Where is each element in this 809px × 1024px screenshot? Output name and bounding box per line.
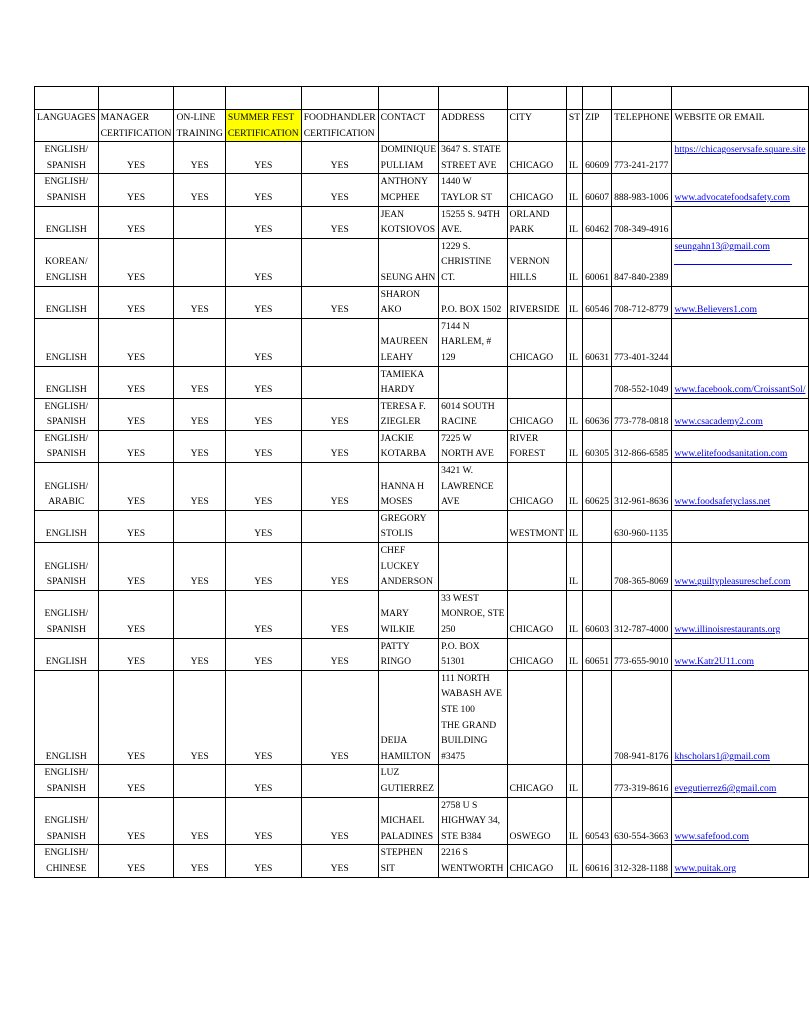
cell-manager-certification: YES [98, 845, 174, 877]
cell-city: WESTMONT [507, 510, 566, 542]
cell-summer-fest-certification: YES [225, 670, 301, 765]
cell-telephone: 708-941-8176 [612, 670, 672, 765]
cell-foodhandler-certification: YES [301, 463, 378, 511]
cell-telephone: 773-401-3244 [612, 318, 672, 366]
cell-address: 7225 W NORTH AVE [439, 430, 507, 462]
cell-contact: LUZ GUTIERREZ [378, 765, 438, 797]
cell-summer-fest-certification: YES [225, 638, 301, 670]
cell-online-training [174, 206, 225, 238]
cell-st: IL [566, 206, 582, 238]
cell-contact: TAMIEKA HARDY [378, 366, 438, 398]
cell-manager-certification: YES [98, 366, 174, 398]
website-link[interactable]: www.elitefoodsanitation.com [674, 448, 788, 460]
cell-online-training: YES [174, 398, 225, 430]
cell-website [672, 286, 808, 318]
cell-zip: 60546 [583, 286, 612, 318]
table-row [35, 286, 809, 318]
cell-st: IL [566, 286, 582, 318]
header-foodhandler-certification: FOODHANDLER CERTIFICATION [301, 110, 378, 142]
cell-foodhandler-certification [301, 366, 378, 398]
cell-foodhandler-certification: YES [301, 398, 378, 430]
cell-city: CHICAGO [507, 174, 566, 206]
cell-summer-fest-certification: YES [225, 142, 301, 174]
cell-manager-certification: YES [98, 765, 174, 797]
table-row [35, 845, 809, 877]
cell-online-training [174, 510, 225, 542]
cell-summer-fest-certification: YES [225, 238, 301, 286]
website-link[interactable]: www.foodsafetyclass.net [674, 496, 771, 508]
cell-address: 33 WEST MONROE, STE 250 [439, 590, 507, 638]
cell-online-training: YES [174, 845, 225, 877]
cell-st: IL [566, 590, 582, 638]
cell-online-training: YES [174, 670, 225, 765]
cell-foodhandler-certification: YES [301, 286, 378, 318]
cell-foodhandler-certification [301, 238, 378, 286]
cell-online-training: YES [174, 797, 225, 845]
cell-zip: 60462 [583, 206, 612, 238]
cell-online-training [174, 765, 225, 797]
cell-address: P.O. BOX 51301 [439, 638, 507, 670]
cell-manager-certification: YES [98, 670, 174, 765]
cell-contact: DEIJA HAMILTON [378, 670, 438, 765]
cell-address: P.O. BOX 1502 [439, 286, 507, 318]
cell-website [672, 430, 808, 462]
cell-telephone: 773-319-8616 [612, 765, 672, 797]
cell-contact: GREGORY STOLIS [378, 510, 438, 542]
cell-zip: 60607 [583, 174, 612, 206]
cell-manager-certification: YES [98, 543, 174, 591]
cell-foodhandler-certification: YES [301, 638, 378, 670]
cell-zip: 60603 [583, 590, 612, 638]
cell-telephone: 773-778-0818 [612, 398, 672, 430]
cell-website [672, 174, 808, 206]
cell-address: 2216 S WENTWORTH [439, 845, 507, 877]
website-link[interactable]: www.Believers1.com [674, 304, 757, 316]
header-online-training: ON-LINE TRAINING [174, 110, 225, 142]
cell-address: 7144 N HARLEM, # 129 [439, 318, 507, 366]
cell-telephone: 708-349-4916 [612, 206, 672, 238]
cell-st [566, 670, 582, 765]
header-summer-fest-certification: SUMMER FEST CERTIFICATION [225, 110, 301, 142]
cell-telephone: 312-961-8636 [612, 463, 672, 511]
cell-manager-certification: YES [98, 430, 174, 462]
header-website: WEBSITE OR EMAIL [672, 110, 808, 142]
cell-languages: ENGLISH [35, 318, 99, 366]
cell-address [439, 366, 507, 398]
cell-st: IL [566, 142, 582, 174]
cell-foodhandler-certification [301, 510, 378, 542]
website-link[interactable]: www.Katr2U11.com [674, 656, 754, 668]
cell-telephone: 312-328-1188 [612, 845, 672, 877]
table-row [35, 463, 809, 511]
table-row [35, 638, 809, 670]
table-row [35, 430, 809, 462]
cell-manager-certification: YES [98, 206, 174, 238]
cell-contact: JACKIE KOTARBA [378, 430, 438, 462]
cell-website [672, 765, 808, 797]
cell-st: IL [566, 318, 582, 366]
cell-manager-certification: YES [98, 638, 174, 670]
cell-languages: ENGLISH/ SPANISH [35, 398, 99, 430]
website-link[interactable]: www.facebook.com/CroissantSol/ [674, 384, 806, 396]
cell-city [507, 543, 566, 591]
cell-languages: ENGLISH [35, 638, 99, 670]
table-row [35, 797, 809, 845]
website-link[interactable]: seungahn13@gmail.com [674, 240, 770, 252]
cell-summer-fest-certification: YES [225, 765, 301, 797]
cell-languages: ENGLISH/ SPANISH [35, 174, 99, 206]
cell-website [672, 238, 808, 286]
website-link[interactable]: khscholars1@gmail.com [674, 750, 770, 762]
cell-online-training [174, 318, 225, 366]
cell-languages: ENGLISH [35, 510, 99, 542]
header-zip: ZIP [583, 110, 612, 142]
cell-city [507, 366, 566, 398]
cell-summer-fest-certification: YES [225, 366, 301, 398]
cell-st: IL [566, 510, 582, 542]
cell-contact: CHEF LUCKEY ANDERSON [378, 543, 438, 591]
cell-summer-fest-certification: YES [225, 543, 301, 591]
cell-address [439, 765, 507, 797]
cell-address [439, 510, 507, 542]
cell-manager-certification: YES [98, 318, 174, 366]
cell-foodhandler-certification: YES [301, 590, 378, 638]
cell-languages: ENGLISH [35, 366, 99, 398]
cell-manager-certification: YES [98, 286, 174, 318]
cell-contact: HANNA H MOSES [378, 463, 438, 511]
cell-address: 3421 W. LAWRENCE AVE [439, 463, 507, 511]
cell-summer-fest-certification: YES [225, 318, 301, 366]
cell-manager-certification: YES [98, 174, 174, 206]
cell-foodhandler-certification: YES [301, 430, 378, 462]
cell-city: CHICAGO [507, 463, 566, 511]
cell-address: 2758 U S HIGHWAY 34, STE B384 [439, 797, 507, 845]
cell-manager-certification: YES [98, 398, 174, 430]
cell-telephone: 708-365-8069 [612, 543, 672, 591]
cell-contact: ANTHONY MCPHEE [378, 174, 438, 206]
website-link[interactable]: www.guiltypleasureschef.com [674, 576, 791, 588]
cell-languages: ENGLISH/ ARABIC [35, 463, 99, 511]
cell-address: 15255 S. 94TH AVE. [439, 206, 507, 238]
cell-languages: KOREAN/ ENGLISH [35, 238, 99, 286]
cell-contact: TERESA F. ZIEGLER [378, 398, 438, 430]
header-languages: LANGUAGES [35, 110, 99, 142]
cell-zip: 60636 [583, 398, 612, 430]
cell-telephone: 888-983-1006 [612, 174, 672, 206]
cell-foodhandler-certification [301, 318, 378, 366]
cell-contact: STEPHEN SIT [378, 845, 438, 877]
cell-zip [583, 510, 612, 542]
cell-manager-certification: YES [98, 142, 174, 174]
website-link[interactable]: www.puitak.org [674, 862, 737, 874]
cell-zip [583, 366, 612, 398]
cell-languages: ENGLISH/ SPANISH [35, 765, 99, 797]
cell-website [672, 638, 808, 670]
cell-st [566, 366, 582, 398]
cell-languages: ENGLISH/ SPANISH [35, 590, 99, 638]
cell-contact: PATTY RINGO [378, 638, 438, 670]
cell-summer-fest-certification: YES [225, 590, 301, 638]
spreadsheet [34, 86, 809, 878]
cell-st: IL [566, 543, 582, 591]
cell-languages: ENGLISH/ SPANISH [35, 430, 99, 462]
cell-city: RIVER FOREST [507, 430, 566, 462]
header-st: ST [566, 110, 582, 142]
cell-foodhandler-certification: YES [301, 845, 378, 877]
cell-website [672, 398, 808, 430]
cell-zip [583, 765, 612, 797]
cell-city: CHICAGO [507, 590, 566, 638]
cell-languages: ENGLISH/ SPANISH [35, 797, 99, 845]
table-row [35, 590, 809, 638]
cell-summer-fest-certification: YES [225, 430, 301, 462]
cell-foodhandler-certification: YES [301, 174, 378, 206]
cell-telephone: 312-866-6585 [612, 430, 672, 462]
table-row [35, 206, 809, 238]
website-link[interactable]: www.safefood.com [674, 830, 749, 842]
cell-city: CHICAGO [507, 398, 566, 430]
table-row [35, 238, 809, 286]
cell-zip: 60631 [583, 318, 612, 366]
cell-website [672, 590, 808, 638]
cell-languages: ENGLISH/ SPANISH [35, 543, 99, 591]
cell-summer-fest-certification: YES [225, 398, 301, 430]
cell-zip: 60061 [583, 238, 612, 286]
cell-st: IL [566, 238, 582, 286]
cell-manager-certification: YES [98, 238, 174, 286]
cell-contact: MICHAEL PALADINES [378, 797, 438, 845]
cell-st: IL [566, 765, 582, 797]
cell-telephone: 773-655-9010 [612, 638, 672, 670]
cell-zip: 60609 [583, 142, 612, 174]
cell-manager-certification: YES [98, 590, 174, 638]
cell-city: CHICAGO [507, 638, 566, 670]
cell-telephone: 847-840-2389 [612, 238, 672, 286]
table-row [35, 398, 809, 430]
cell-city: CHICAGO [507, 845, 566, 877]
cell-online-training [174, 238, 225, 286]
cell-foodhandler-certification: YES [301, 206, 378, 238]
table-row [35, 765, 809, 797]
cell-st: IL [566, 430, 582, 462]
cell-languages: ENGLISH/ CHINESE [35, 845, 99, 877]
cell-zip [583, 670, 612, 765]
cell-st: IL [566, 174, 582, 206]
cell-contact: MARY WILKIE [378, 590, 438, 638]
cell-telephone: 630-554-3663 [612, 797, 672, 845]
cell-summer-fest-certification: YES [225, 286, 301, 318]
cell-languages: ENGLISH [35, 206, 99, 238]
cell-manager-certification: YES [98, 463, 174, 511]
cell-summer-fest-certification: YES [225, 510, 301, 542]
cell-city: RIVERSIDE [507, 286, 566, 318]
blank-row [35, 87, 809, 110]
cell-foodhandler-certification: YES [301, 543, 378, 591]
cell-city: ORLAND PARK [507, 206, 566, 238]
cell-languages: ENGLISH [35, 670, 99, 765]
cell-address [439, 543, 507, 591]
table-row [35, 510, 809, 542]
header-row [35, 110, 809, 142]
cell-foodhandler-certification: YES [301, 670, 378, 765]
cell-website [672, 510, 808, 542]
cell-address: 3647 S. STATE STREET AVE [439, 142, 507, 174]
cell-online-training [174, 590, 225, 638]
table-row [35, 670, 809, 765]
cell-contact: MAUREEN LEAHY [378, 318, 438, 366]
cell-telephone: 630-960-1135 [612, 510, 672, 542]
cell-contact: DOMINIQUE PULLIAM [378, 142, 438, 174]
cell-zip: 60543 [583, 797, 612, 845]
cell-website [672, 797, 808, 845]
cell-website [672, 366, 808, 398]
cell-summer-fest-certification: YES [225, 463, 301, 511]
cell-zip: 60625 [583, 463, 612, 511]
cell-online-training: YES [174, 286, 225, 318]
cell-summer-fest-certification: YES [225, 845, 301, 877]
cell-city: CHICAGO [507, 142, 566, 174]
cell-website [672, 845, 808, 877]
website-link[interactable]: www.advocatefoodsafety.com [674, 191, 790, 203]
cell-address: 111 NORTH WABASH AVE STE 100 THE GRAND BUILDING #3475 [439, 670, 507, 765]
table-row [35, 174, 809, 206]
header-contact: CONTACT [378, 110, 438, 142]
cell-st: IL [566, 797, 582, 845]
website-link[interactable]: www.illinoisrestaurants.org [674, 624, 781, 635]
header-city: CITY [507, 110, 566, 142]
cell-address: 6014 SOUTH RACINE [439, 398, 507, 430]
cell-website [672, 142, 808, 174]
cell-manager-certification: YES [98, 510, 174, 542]
cell-online-training: YES [174, 638, 225, 670]
cell-website [672, 463, 808, 511]
cell-summer-fest-certification: YES [225, 206, 301, 238]
cell-manager-certification: YES [98, 797, 174, 845]
table-row [35, 318, 809, 366]
provider-table [34, 86, 809, 878]
cell-languages: ENGLISH [35, 286, 99, 318]
cell-city: OSWEGO [507, 797, 566, 845]
cell-address: 1229 S. CHRISTINE CT. [439, 238, 507, 286]
cell-summer-fest-certification: YES [225, 174, 301, 206]
table-row [35, 366, 809, 398]
cell-website [672, 318, 808, 366]
cell-online-training: YES [174, 430, 225, 462]
cell-st: IL [566, 845, 582, 877]
cell-telephone: 773-241-2177 [612, 142, 672, 174]
cell-telephone: 708-552-1049 [612, 366, 672, 398]
website-link[interactable]: www.csacademy2.com [674, 416, 763, 428]
cell-online-training: YES [174, 366, 225, 398]
empty-link-underline [674, 254, 792, 265]
cell-telephone: 708-712-8779 [612, 286, 672, 318]
header-manager-certification: MANAGER CERTIFICATION [98, 110, 174, 142]
cell-online-training: YES [174, 174, 225, 206]
website-link[interactable]: https://chicagoservsafe.square.site [674, 144, 806, 156]
cell-city [507, 670, 566, 765]
cell-city: CHICAGO [507, 765, 566, 797]
cell-languages: ENGLISH/ SPANISH [35, 142, 99, 174]
cell-zip: 60651 [583, 638, 612, 670]
cell-st: IL [566, 638, 582, 670]
website-link[interactable]: evegutierrez6@gmail.com [674, 782, 777, 794]
cell-zip: 60305 [583, 430, 612, 462]
cell-foodhandler-certification: YES [301, 142, 378, 174]
cell-zip [583, 543, 612, 591]
table-row [35, 142, 809, 174]
cell-online-training: YES [174, 463, 225, 511]
cell-city: CHICAGO [507, 318, 566, 366]
table-row [35, 543, 809, 591]
cell-online-training: YES [174, 543, 225, 591]
cell-summer-fest-certification: YES [225, 797, 301, 845]
cell-foodhandler-certification: YES [301, 797, 378, 845]
cell-website [672, 670, 808, 765]
cell-website [672, 206, 808, 238]
cell-contact: JEAN KOTSIOVOS [378, 206, 438, 238]
cell-zip: 60616 [583, 845, 612, 877]
header-telephone: TELEPHONE [612, 110, 672, 142]
cell-online-training: YES [174, 142, 225, 174]
cell-st: IL [566, 463, 582, 511]
cell-st: IL [566, 398, 582, 430]
cell-website [672, 543, 808, 591]
cell-contact: SEUNG AHN [378, 238, 438, 286]
cell-address: 1440 W TAYLOR ST [439, 174, 507, 206]
cell-foodhandler-certification [301, 765, 378, 797]
cell-city: VERNON HILLS [507, 238, 566, 286]
cell-contact: SHARON AKO [378, 286, 438, 318]
header-address: ADDRESS [439, 110, 507, 142]
cell-telephone: 312-787-4000 [612, 590, 672, 638]
